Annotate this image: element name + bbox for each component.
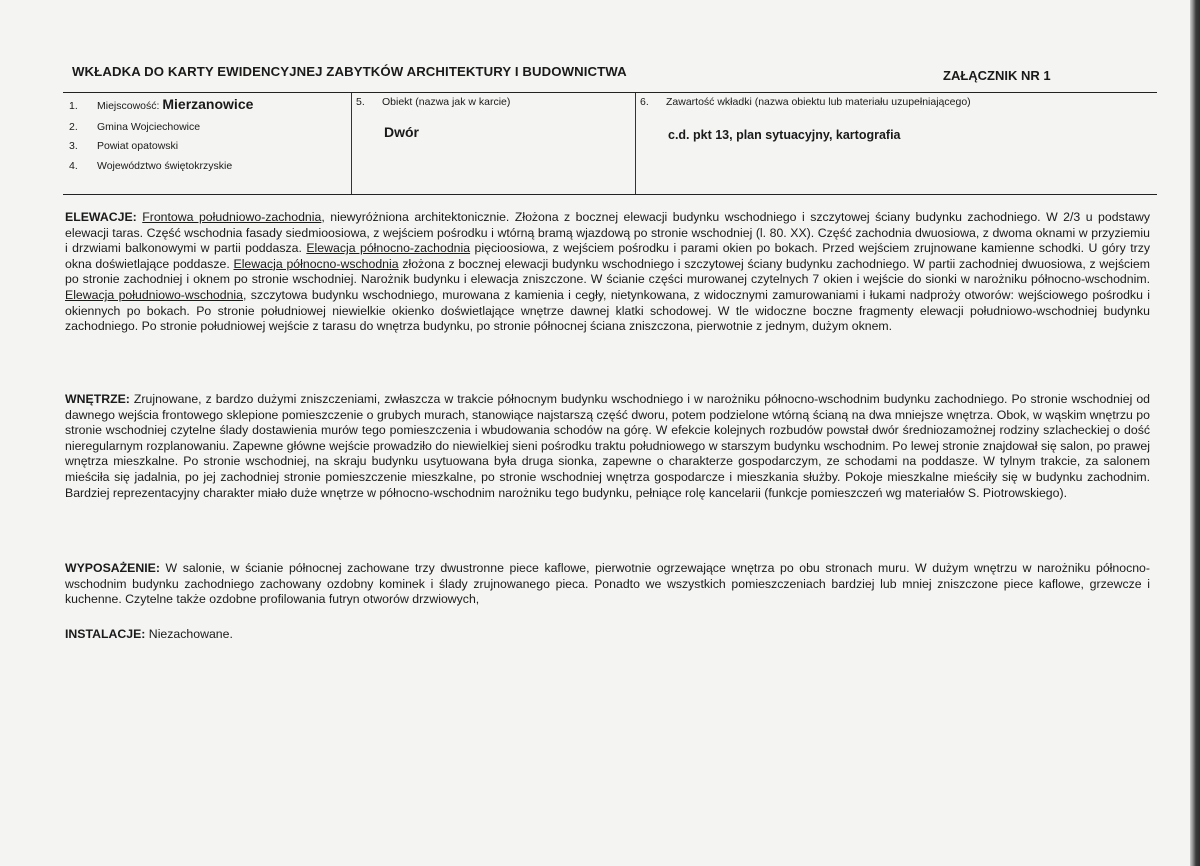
content-header: [640, 96, 971, 108]
form-title: WKŁADKA DO KARTY EWIDENCYJNEJ ZABYTKÓW ARCHITEKTURY I BUDOWNICTWA: [72, 64, 627, 79]
section-text: , niewyróżniona architektonicznie. Złożona z bocznej elewacji budynku wschodniego i szczytowej ściany budynku zachodniego. W 2/3 u podstawy elewacji taras. Część wschodnia fasady siedmioosiowa, z wejściem pośrodku i wtórną bramą wjazdową po stronie wschodniej (l. 80. XX). Część zachodnia dwuosiowa, z dwoma oknami w przyziemiu i drzwiami balkonowymi w partii poddasza.: [65, 210, 1150, 256]
section-label: INSTALACJE:: [65, 627, 146, 641]
commune-value: Gmina Wojciechowice: [97, 121, 201, 133]
section-elewacje: [65, 210, 1150, 335]
section-text: W salonie, w ścianie północnej zachowane trzy dwustronne piece kaflowe, pierwotnie ogrzewające wnętrza po obu stronach muru. W dużym wnętrzu w narożniku północno-wschodnim budynku zachodniego zachowany ozdobny kominek i ślady zrujnowanego pieca. Ponadto we wszystkich pomieszczeniach bardziej lub mniej zniszczone piece kaflowe, grzewcze i kuchenne. Czytelne także ozdobne profilowania futryn otworów drzwiowych,: [65, 561, 1150, 607]
object-label: Obiekt (nazwa jak w karcie): [382, 96, 511, 108]
row-number: 3.: [69, 140, 78, 152]
locality-value: Mierzanowice: [162, 96, 254, 112]
county-value: Powiat opatowski: [97, 140, 179, 152]
section-text: złożona z bocznej elewacji budynku wschodniego i szczytowej ściany budynku zachodniego. W partii zachodniej dwuosiowa, z wejściem po stronie zachodniej i oknem po stronie wschodniej. Narożnik budynku i elewacja zniszczone. W ścianie części murowanej czytelnych 7 okien i wejście do sionki w narożniku północno-wschodnim.: [65, 256, 1150, 287]
section-label: WNĘTRZE:: [65, 392, 130, 406]
underlined-heading: Elewacja północno-wschodnia: [233, 256, 399, 271]
object-column: [351, 93, 636, 194]
locality-label: Miejscowość:: [97, 100, 163, 112]
section-instalacje: [65, 627, 1150, 643]
row-number: 2.: [69, 121, 78, 133]
object-header: [356, 96, 510, 108]
section-text: , szczytowa budynku wschodniego, murowana z kamienia i cegły, nietynkowana, z widocznymi zamurowaniami i łukami nadproży otworów: wejściowego pośrodku i okiennych po bokach. Po stronie południowej niewielkie okienko doświetlające wnętrze dawnej klatki schodowej. W tle widoczne boczne fragmenty elewacji południowo-wschodniej budynku zachodniego. Po stronie południowej wejście z tarasu do wnętrza budynku, po stronie północnej ściana zniszczona, pierwotnie z jednym, dużym oknem.: [65, 287, 1151, 334]
row-number: 5.: [356, 96, 365, 108]
object-name: Dwór: [384, 124, 419, 140]
underlined-heading: Elewacja północno-zachodnia: [306, 241, 471, 256]
section-text: pięcioosiowa, z wejściem pośrodku i parami okien po bokach. Przed wejściem zrujnowane kamienne schodki. U góry trzy okna doświetlające poddasze.: [65, 241, 1150, 271]
voivodeship-row: [69, 160, 232, 172]
section-label: ELEWACJE:: [65, 210, 137, 224]
info-table: [63, 92, 1157, 195]
row-number: 6.: [640, 96, 649, 108]
underlined-heading: Frontowa południowo-zachodnia: [142, 210, 322, 224]
scan-edge: [1190, 0, 1200, 866]
section-wyposazenie: [65, 561, 1150, 608]
section-label: WYPOSAŻENIE:: [65, 561, 160, 575]
commune-row: [69, 121, 200, 133]
section-text: Zrujnowane, z bardzo dużymi zniszczeniami, zwłaszcza w trakcie północnym budynku wschodniego i w narożniku północno-wschodnim budynku zachodniego. Po stronie wschodniej od dawnego wejścia frontowego sklepione pomieszczenie o grubych murach, stanowiące najstarszą część dworu, potem podzielone wtórną ścianą na dwa mniejsze wnętrza. Obok, w wąskim wnętrzu po stronie wschodniej czytelne ślady dostawienia murów tego pomieszczenia i wbudowania schodów na górę. W efekcie kolejnych rozbudów powstał dwór średniozamożnej rodziny szlacheckiej o dość nieregularnym rozplanowaniu. Zapewne główne wejście prowadziło do niewielkiej sieni pośrodku traktu południowego w starszym budynku wschodnim. Po lewej stronie znajdował się salon, po prawej wnętrza mieszkalne. Po stronie wschodniej, na skraju budynku usytuowana była druga sionka, zapewne o charakterze gospodarczym, ze schodami na poddasze. W tylnym trakcie, za salonem mieściła się jadalnia, po jej zachodniej stronie pomieszczenie mieszkalne, po stronie wschodniej wnętrza gospodarcze i mieszkania służby. Pokoje mieszkalne mieściły się w budynku zachodnim. Bardziej reprezentacyjny charakter miało duże wnętrze w północno-wschodnim narożniku tego budynku, pełniące rolę kancelarii (funkcje pomieszczeń wg materiałów S. Piotrowskiego).: [65, 392, 1150, 500]
row-number: 4.: [69, 160, 78, 172]
location-column: [63, 93, 351, 194]
section-wnetrze: [65, 392, 1150, 501]
row-number: 1.: [69, 100, 78, 112]
section-text: Niezachowane.: [145, 627, 233, 641]
county-row: [69, 140, 178, 152]
underlined-heading: Elewacja południowo-wschodnia: [65, 287, 243, 302]
annex-number: ZAŁĄCZNIK NR 1: [943, 68, 1051, 83]
content-label: Zawartość wkładki (nazwa obiektu lub materiału uzupełniającego): [666, 96, 971, 108]
content-value: c.d. pkt 13, plan sytuacyjny, kartografia: [668, 128, 901, 142]
content-column: [635, 93, 1158, 194]
voivodeship-value: Województwo świętokrzyskie: [97, 160, 233, 172]
locality-row: [69, 96, 253, 112]
